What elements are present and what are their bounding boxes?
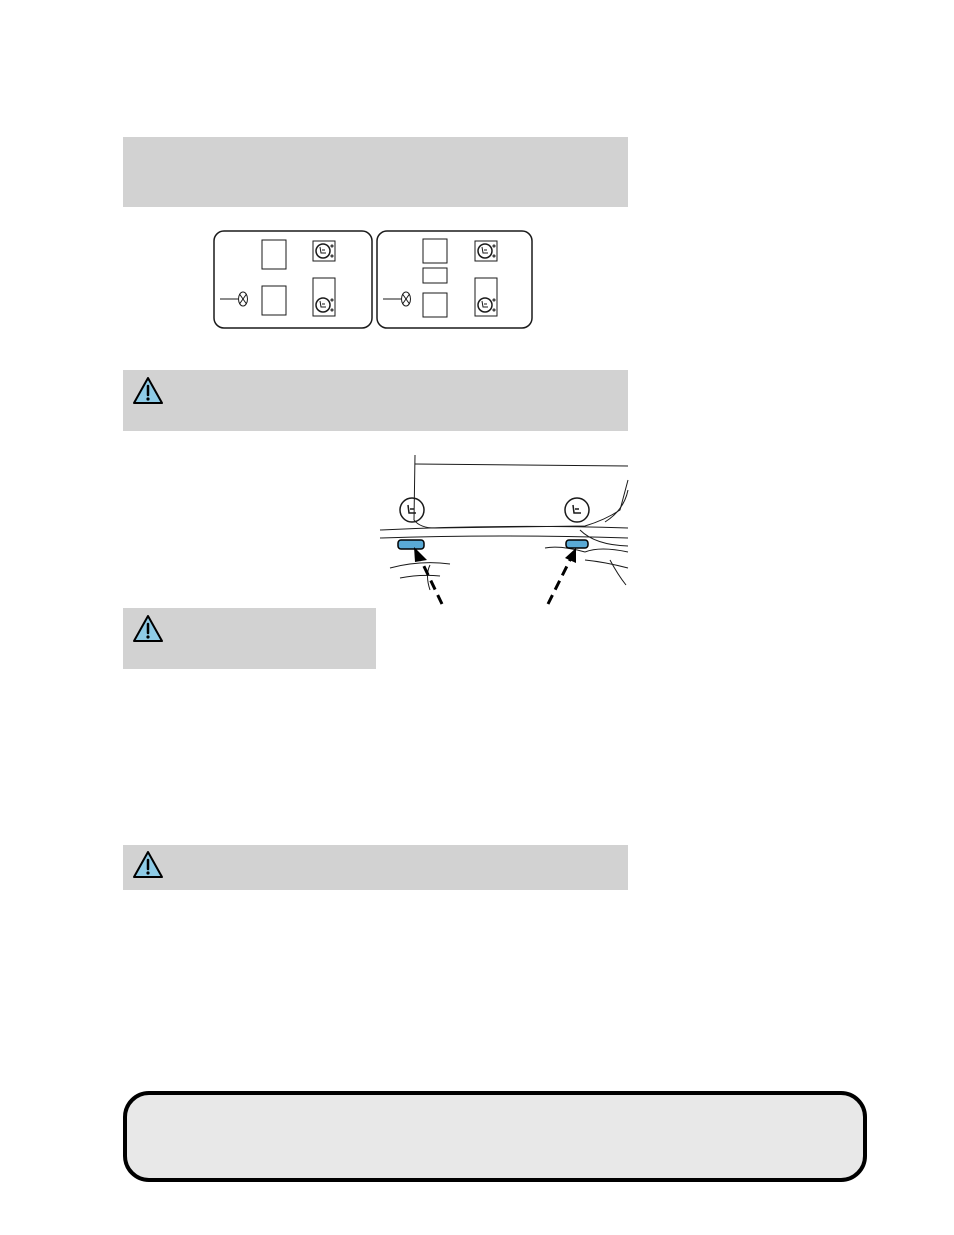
diagram-panel-right xyxy=(377,231,532,328)
header-banner xyxy=(123,137,628,207)
seat-position-box xyxy=(262,286,286,315)
child-seat-anchor-icon xyxy=(565,498,589,522)
child-seat-anchor-icon xyxy=(475,241,497,261)
warning-triangle-icon xyxy=(131,375,165,407)
seat-position-box xyxy=(423,293,447,317)
lower-anchor-bar xyxy=(566,540,588,548)
pointer-arrow xyxy=(548,560,570,604)
seat-anchor-layout-diagram xyxy=(210,228,540,334)
diagram-panel-left xyxy=(214,231,372,328)
child-seat-anchor-icon xyxy=(475,278,497,316)
pointer-arrow xyxy=(420,558,442,604)
seat-position-box xyxy=(262,240,286,269)
lower-anchor-bar xyxy=(398,540,424,549)
warning-box xyxy=(123,608,376,669)
child-seat-anchor-icon xyxy=(313,241,335,261)
seat-position-box xyxy=(423,268,447,283)
warning-triangle-icon xyxy=(131,613,165,645)
light-bulb-icon xyxy=(402,292,411,306)
child-seat-anchor-icon xyxy=(400,498,424,522)
warning-triangle-icon xyxy=(131,849,165,881)
rear-seat-anchor-illustration xyxy=(380,450,630,608)
light-bulb-icon xyxy=(239,292,248,306)
warning-box xyxy=(123,845,628,890)
warning-box xyxy=(123,370,628,431)
seat-position-box xyxy=(423,239,447,263)
child-seat-anchor-icon xyxy=(313,278,335,316)
footer-frame xyxy=(123,1091,867,1182)
